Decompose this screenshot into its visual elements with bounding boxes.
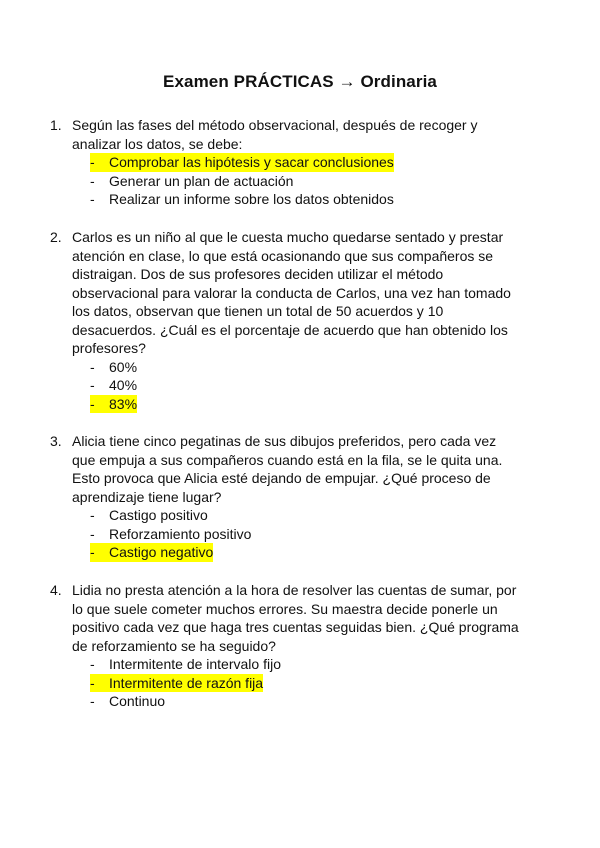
option-item: - Reforzamiento positivo	[90, 525, 252, 542]
options-list	[90, 358, 520, 414]
option-label: Reforzamiento positivo	[109, 525, 252, 542]
question-number: 3.	[50, 433, 62, 449]
question-text: Carlos es un niño al que le cuesta mucho quedarse sentado y prestar atención en clase, lo que está ocasionando que sus compañeros se distraigan. Dos de sus profesores deciden utilizar el método observacional para valorar la conducta de Carlos, una vez han tomado los datos, observan que tienen un total de 50 acuerdos y 10 desacuerdos. ¿Cuál es el porcentaje de acuerdo que han obtenido los profesores?	[72, 229, 511, 356]
option-item: - Comprobar las hipótesis y sacar conclusiones	[90, 154, 394, 170]
option-item: - Realizar un informe sobre los datos obtenidos	[90, 191, 394, 207]
exam-title: Examen PRÁCTICAS → Ordinaria	[163, 72, 437, 91]
option-label: Castigo negativo	[109, 544, 214, 560]
option-item: - Continuo	[90, 693, 166, 709]
question-3	[50, 432, 520, 562]
option-label: Comprobar las hipótesis y sacar conclusiones	[109, 154, 394, 170]
question-2	[50, 228, 520, 413]
option-item: - 40%	[90, 377, 138, 393]
option-label: Continuo	[109, 693, 166, 709]
option-item: - Generar un plan de actuación	[90, 172, 294, 189]
option-label: 83%	[109, 395, 138, 412]
option-item: - Castigo negativo	[90, 544, 214, 560]
option-label: 60%	[109, 358, 138, 375]
option-item: - 60%	[90, 358, 138, 375]
option-label: Intermitente de razón fija	[109, 674, 264, 691]
option-label: Castigo positivo	[109, 507, 208, 523]
question-1	[50, 116, 520, 209]
options-list	[90, 506, 520, 562]
options-list	[90, 153, 520, 209]
question-text: Según las fases del método observacional, después de recoger y analizar los datos, se debe:	[72, 117, 478, 152]
question-number: 1.	[50, 117, 62, 133]
question-4	[50, 581, 520, 711]
option-label: Intermitente de intervalo fijo	[109, 656, 281, 672]
option-item: - Intermitente de intervalo fijo	[90, 656, 281, 672]
question-number: 4.	[50, 582, 62, 598]
option-item: - Intermitente de razón fija	[90, 674, 264, 691]
question-text: Lidia no presta atención a la hora de resolver las cuentas de sumar, por lo que suele cometer muchos errores. Su maestra decide ponerle un positivo cada vez que haga tres cuentas seguidas bien. ¿Qué programa de reforzamiento se ha seguido?	[72, 582, 519, 654]
options-list	[90, 655, 520, 711]
option-label: Realizar un informe sobre los datos obtenidos	[109, 191, 394, 207]
question-number: 2.	[50, 229, 62, 245]
option-label: Generar un plan de actuación	[109, 172, 294, 189]
question-text: Alicia tiene cinco pegatinas de sus dibujos preferidos, pero cada vez que empuja a sus compañeros cuando está en la fila, se le quita una. Esto provoca que Alicia esté dejando de empujar. ¿Qué proceso de aprendizaje tiene lugar?	[72, 433, 503, 505]
option-item: - 83%	[90, 395, 138, 412]
option-item: - Castigo positivo	[90, 507, 208, 523]
option-label: 40%	[109, 377, 138, 393]
